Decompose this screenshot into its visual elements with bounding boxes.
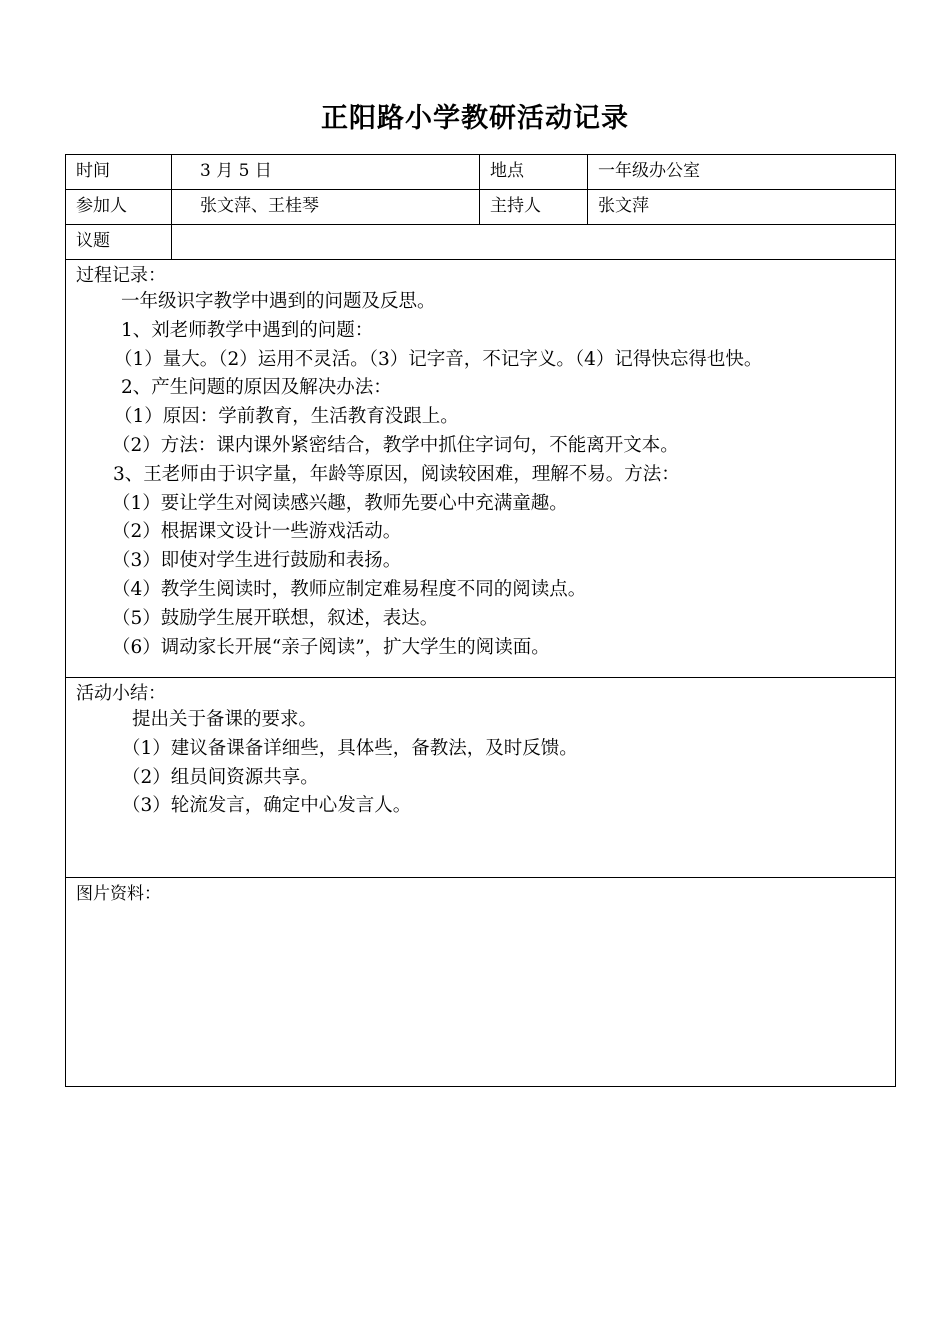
process-row [66,260,896,678]
process-line: （5）鼓励学生展开联想，叙述，表达。 [112,607,439,629]
process-line: 3、王老师由于识字量，年龄等原因，阅读较困难，理解不易。方法： [113,463,680,485]
process-cell [66,260,896,678]
time-label-cell [66,155,172,190]
record-table [65,154,896,1087]
host-label-cell [480,190,588,225]
host-label: 主持人 [490,196,541,216]
topic-value-cell [172,225,896,260]
participants-label: 参加人 [76,196,127,216]
process-line: （6）调动家长开展“亲子阅读”，扩大学生的阅读面。 [112,636,550,658]
topic-label-cell [66,225,172,260]
summary-line: （3）轮流发言，确定中心发言人。 [122,795,412,817]
process-record [66,260,895,662]
summary-cell [66,678,896,878]
place-label-cell [480,155,588,190]
place-value: 一年级办公室 [598,161,700,181]
time-place-row [66,155,896,190]
topic-value [172,225,895,231]
process-line: （1）原因：学前教育，生活教育没跟上。 [114,406,459,428]
host-value: 张文萍 [598,196,649,216]
participants-host-row [66,190,896,225]
summary-line: （1）建议备课备详细些，具体些，备教法，及时反馈。 [122,737,578,759]
process-line: 一年级识字教学中遇到的问题及反思。 [121,291,436,312]
process-line: （1）要让学生对阅读感兴趣，教师先要心中充满童趣。 [112,492,568,514]
process-line: （2）根据课文设计一些游戏活动。 [112,521,402,543]
process-line: 1、刘老师教学中遇到的问题： [121,319,374,341]
activity-summary [66,678,895,821]
document-title: 正阳路小学教研活动记录 [321,103,629,134]
process-line: （1）量大。（2）运用不灵活。（3）记字音，不记字义。（4）记得快忘得也快。 [114,348,763,370]
pictures-cell [66,878,896,1087]
time-value: 3 月 5 日 [200,161,272,181]
topic-label: 议题 [76,231,110,251]
topic-row [66,225,896,260]
pictures-heading: 图片资料： [76,884,161,904]
process-heading: 过程记录： [76,265,166,286]
participants-value-cell [172,190,480,225]
summary-line: （2）组员间资源共享。 [122,766,319,788]
process-line: 2、产生问题的原因及解决办法： [121,377,392,399]
participants-label-cell [66,190,172,225]
summary-heading: 活动小结： [76,683,166,704]
participants-value: 张文萍、王桂琴 [200,196,319,216]
place-value-cell [588,155,896,190]
time-value-cell [172,155,480,190]
summary-row [66,678,896,878]
host-value-cell [588,190,896,225]
place-label: 地点 [490,161,524,181]
process-line: （4）教学生阅读时，教师应制定难易程度不同的阅读点。 [112,578,587,600]
process-line: （2）方法：课内课外紧密结合，教学中抓住字词句，不能离开文本。 [112,434,679,456]
process-line: （3）即使对学生进行鼓励和表扬。 [112,550,402,572]
time-label: 时间 [76,161,110,181]
pictures-row [66,878,896,1087]
summary-line: 提出关于备课的要求。 [132,709,318,730]
